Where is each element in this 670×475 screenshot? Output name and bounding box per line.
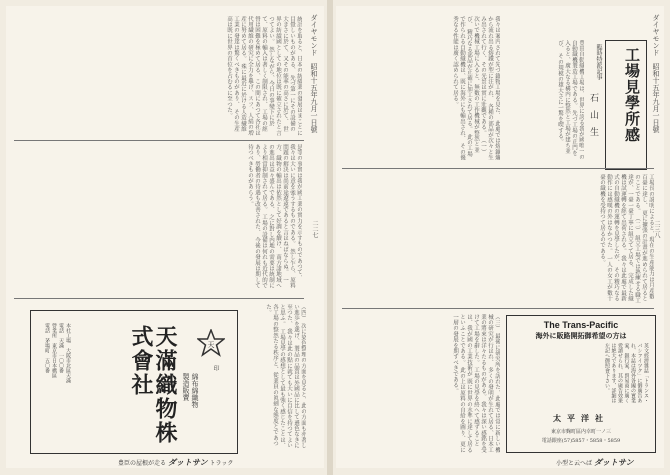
left-text-11: 然し乍ら、原料問題の解決は尚前途遼遠であると言はねばならぬ。: [282, 144, 295, 289]
right-text-9: 精巧なる部品が正確に加工されて居る。: [466, 29, 472, 132]
left-footer-prefix: 豊臣の屋根が走る: [118, 460, 167, 467]
right-text-5: 此處では熔鑛爐から流れ出る熔鐵が型に注がれ、: [487, 16, 500, 161]
left-section-marker: （四）: [300, 304, 306, 322]
left-text-2: 先づ第一にその設備の大きさに於て、又その能率の高さに於て、: [282, 16, 295, 132]
left-text-17: 次に染色整理の方面を見ると、此の方面も亦著しい進歩を遂げ、: [293, 304, 306, 449]
right-text-8: 次いで機械工場に入ると、無數の工作機械が整然と並び、: [466, 16, 479, 153]
right-text-6: 各種の部品が次々と生み出されて行く、その光景は實に壯觀である。: [480, 16, 493, 161]
left-text-20: 工場見學の感想として最も強く感じたことは、: [279, 328, 285, 449]
right-footer-prefix: 小型と云へば: [556, 460, 593, 467]
ad-address-3: 營業所 東京市日本橋區: [51, 323, 57, 378]
ad-address-2: 電話 天滿 一〇〇番: [58, 323, 64, 373]
trans-pacific-ad: [506, 315, 656, 453]
right-text-23: 我々は深い感銘を受けて工場を辭した。: [473, 314, 486, 453]
right-text-11: その優秀なる性能は廣く認められて居る。: [452, 16, 465, 161]
right-column-rule-2: [342, 308, 654, 309]
right-text-22: 多くの發明が生れて居る、日本工業の將來は洋々たるものがある。: [480, 314, 493, 453]
right-text-10: 此の工場で作られる自動織機は、既に海外にも輸出され、: [459, 16, 472, 157]
left-text-10: 我々は大いに意を強うするものである。: [289, 144, 295, 247]
left-text-15: 工場の設備は何れも近代的であり、勞働者の待遇も改善された、: [254, 144, 267, 289]
left-text-8: その生産高は既に世界の首位を占むるに至つた。: [226, 16, 239, 132]
ad-mark-label: 印: [212, 365, 219, 371]
left-text-3: 世界の紡績國としての地位は既に確立されたと言つてよい。: [268, 16, 288, 136]
tp-ad-company: 太平洋社: [553, 413, 609, 423]
left-text-1: 統計を取ると、日本の紡績業の發展はまことに目覺しいものがある、: [289, 16, 302, 136]
left-column-rule-1: [14, 140, 304, 141]
tp-ad-body: 英文經濟雜誌「トランス・パシフイツク」に御廣告あれ、本誌は海外各國の實業家、銀行家、貿易商に廣く愛讀せられ、其の廣告效果は絶大であります、詳細は左記へ御照會下さい。: [604, 343, 649, 403]
right-body-top-right: [506, 40, 584, 160]
right-running-head: ダイヤモンド 昭和十五年九月一日號: [652, 14, 660, 133]
left-text-6: 代用繊維の研究に全力を擧げ、スフ、人絹の増産に努めて居る。: [240, 16, 253, 136]
right-text-25: 既に世界の水準に達して居るといふことである。: [459, 314, 472, 453]
tp-ad-phone: 電話銀座(57)5857・5858・5859: [541, 438, 621, 444]
right-page-number: 二三八: [653, 220, 660, 238]
left-footer-brand: ダットサン: [167, 458, 208, 467]
article-title: 工場見學所感: [623, 47, 641, 143]
left-footer-suffix: トラック: [209, 460, 234, 467]
left-body-upper: [12, 16, 302, 136]
section-2-marker: （二）: [634, 215, 640, 233]
right-text-19: 一人の女工が數十臺の織機を受持つて居るのである。: [599, 174, 612, 302]
ad-address-4: 電話 茅場町 五〇番: [44, 323, 50, 373]
ad-address-1: 本社工場 大阪市北區天滿: [65, 323, 71, 383]
left-text-12: 一方、織物の輸出は依然として好調を續け、: [275, 144, 288, 283]
right-text-16: 完成した織機は試運轉を經て出荷される。: [620, 174, 633, 302]
book-spine: [327, 0, 333, 475]
left-text-5: 工場の經營は困難を極めて居る、この間にあつて各社は: [254, 16, 267, 136]
right-text-4: 我々は案内されて先づ鑄物工場を見た、: [494, 16, 500, 119]
ad-company-name: 天滿織物株式會社: [128, 325, 178, 445]
left-body-lower: [242, 304, 306, 454]
right-text-24: 工場の見學を終へて感ずることは、我が國の工業技術が: [466, 314, 479, 448]
article-kicker: 臨時特派記事: [595, 44, 602, 80]
tp-ad-address: 東京市麴町區内幸町一ノ三: [550, 429, 611, 435]
left-text-7: 殊に最近に於ける人造繊維工業の發達は驚くべきものがあり、: [233, 16, 246, 132]
left-text-14: 之に對し内地の需要は統制により相當抑制されて居る。: [261, 144, 274, 289]
right-text-15: 組立工場では熟練せる職工達が、一臺一臺丁寧に組立てて居る、: [627, 174, 640, 304]
left-running-head: ダイヤモンド 昭和十五年九月一日號: [310, 14, 318, 133]
left-body-middle: [12, 144, 302, 294]
star-logo-icon: [197, 329, 225, 363]
left-text-16: 今後の發展は期して待つべきものがあらう。: [247, 144, 260, 289]
left-page-number: 二二七: [311, 220, 318, 238]
svg-text:天: 天: [207, 341, 215, 349]
right-text-2: 先づ工場の正門を入ると、廣大なる構内に整然と工場が建ち並び、: [557, 40, 577, 156]
right-text-13: 更に擴張の計畫が進められて居るとのことである。: [634, 174, 647, 302]
tp-ad-title: The Trans-Pacific: [543, 320, 619, 330]
right-body-bottom: [344, 314, 500, 454]
left-column-rule-2: [14, 298, 304, 299]
left-text-18: 製品の品質は外國品に比して遜色なきに至つた、: [286, 304, 299, 449]
right-text-1: 豊田自動織機工場は、世界に誇る我が國唯一の自動織機製造工場である。: [571, 40, 584, 160]
tp-ad-subtitle: 海外に販路開拓御希望の方は: [535, 331, 627, 340]
right-text-12: 工場長の説明によると、現在の生産能力は月産數百臺に達し、: [641, 174, 654, 300]
right-body-middle: [344, 174, 654, 304]
article-title-box: [605, 40, 647, 170]
section-1-marker: （一）: [480, 137, 486, 155]
right-column-rule-1: [342, 168, 654, 169]
right-text-26: 此の上は原料の自給を圖り、更に一層の發展を期すべきである。: [452, 314, 465, 453]
right-text-18: その精巧なる動作には感嘆の外はなかつた。: [606, 174, 619, 302]
right-text-21: 最後に研究所を訪れた、此處では常に新しい機械の研究が行はれ、: [487, 314, 500, 453]
section-3-marker: （三）: [494, 314, 500, 332]
ad-product-line-2: 製造販賣: [182, 373, 190, 401]
right-footer: [556, 457, 634, 468]
left-text-9: 是等の事實は我が國工業の實力を示すものであつて、: [296, 144, 302, 281]
right-text-17: 我々は此處で最新式の自動織機の運轉を見學したが、: [613, 174, 626, 302]
ad-product-lines: [181, 373, 199, 408]
tenma-textile-ad: [30, 310, 238, 454]
article-author: 石山生: [588, 93, 598, 144]
ad-product-line-1: 綿布綿織物: [191, 373, 199, 408]
left-text-4: 然しながら、今日の事變下に於て、原料の輸入は著しく制限され、: [261, 16, 274, 127]
right-text-3: その規模の雄大さに一驚を喫する。: [557, 53, 563, 145]
left-text-13: 南方諸地域への進出は益々盛んである、: [268, 144, 281, 289]
ad-address-block: [43, 323, 71, 443]
left-text-21: 各工場の整然たる秩序と、從業員の眞劍な態度とであつた。: [265, 304, 278, 447]
left-text-19: 我々は此の點に就ても大いに自信を持つてよいと思ふ。: [279, 304, 292, 449]
left-footer: [118, 457, 233, 468]
right-footer-brand: ダットサン: [593, 458, 634, 467]
right-body-top-left: [344, 16, 500, 162]
